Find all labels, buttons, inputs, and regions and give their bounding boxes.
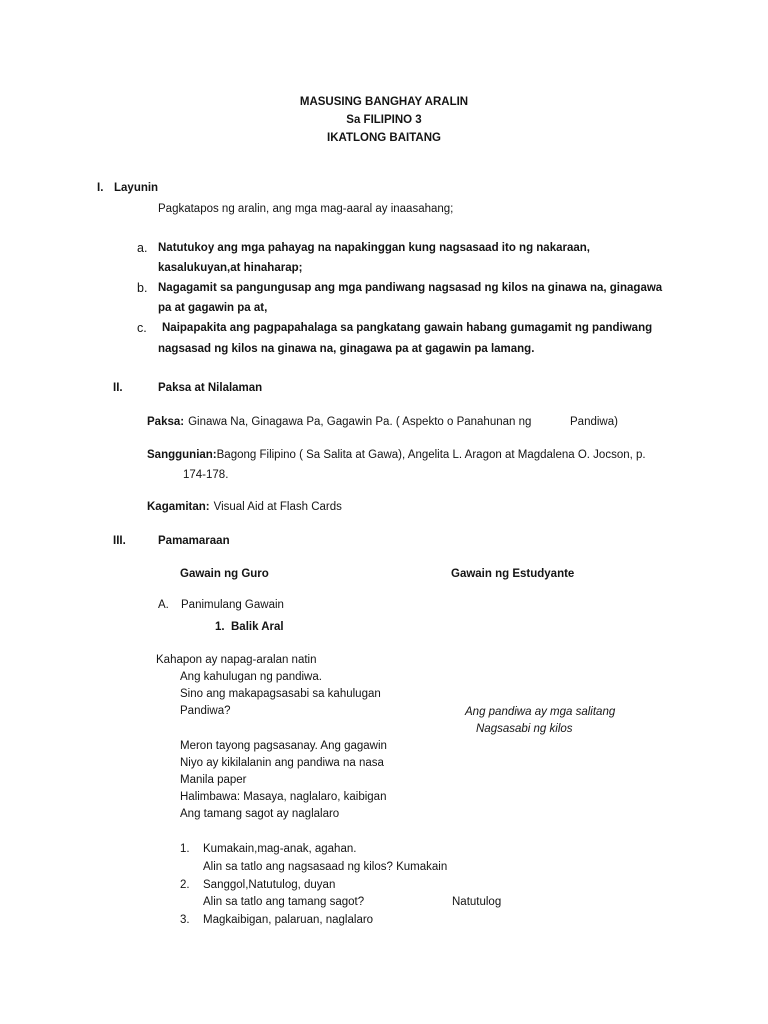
guro-line: Halimbawa: Masaya, naglalaro, kaibigan — [180, 791, 387, 803]
paksa-value: Ginawa Na, Ginagawa Pa, Gagawin Pa. ( Aspekto o Panahunan ng — [188, 416, 532, 428]
exercise-words: Sanggol,Natutulog, duyan — [203, 879, 336, 891]
objective-line: Natutukoy ang mga pahayag na napakinggan kung nagsasaad ito ng nakaraan, — [158, 242, 590, 254]
kagamitan-label: Kagamitan: — [147, 501, 210, 513]
objective-marker: c. — [137, 321, 147, 335]
exercise-words: Kumakain,mag-anak, agahan. — [203, 843, 357, 855]
part-marker: A. — [158, 599, 169, 611]
step-title: Balik Aral — [231, 621, 284, 633]
document-subject: Sa FILIPINO 3 — [346, 114, 422, 126]
column-header-estudyante: Gawain ng Estudyante — [451, 568, 575, 580]
estudyante-answer-line: Ang pandiwa ay mga salitang — [465, 706, 616, 718]
part-title: Panimulang Gawain — [181, 599, 284, 611]
exercise-marker: 1. — [180, 843, 190, 855]
document-grade: IKATLONG BAITANG — [327, 132, 441, 144]
sanggunian-label: Sanggunian: — [147, 449, 217, 461]
column-header-guro: Gawain ng Guro — [180, 568, 269, 580]
guro-line: Niyo ay kikilalanin ang pandiwa na nasa — [180, 757, 384, 769]
objective-marker: b. — [137, 281, 148, 295]
guro-line: Ang kahulugan ng pandiwa. — [180, 671, 322, 683]
guro-line: Pandiwa? — [180, 705, 231, 717]
paksa-value-end: Pandiwa) — [570, 416, 618, 428]
objective-marker: a. — [137, 241, 148, 255]
sanggunian-pages: 174-178. — [183, 469, 229, 481]
objective-line: Naipapakita ang pagpapahalaga sa pangkatang gawain habang gumagamit ng pandiwang — [162, 322, 653, 334]
exercise-marker: 3. — [180, 914, 190, 926]
estudyante-answer-line: Nagsasabi ng kilos — [476, 723, 573, 735]
section-number-3: III. — [113, 535, 126, 547]
section-number-2: II. — [113, 382, 123, 394]
step-marker: 1. — [215, 621, 225, 633]
exercise-question: Alin sa tatlo ang tamang sagot? — [203, 896, 365, 908]
guro-line: Sino ang makapagsasabi sa kahulugan — [180, 688, 381, 700]
kagamitan-row — [147, 500, 342, 514]
exercise-answer: Natutulog — [452, 896, 502, 908]
document-title: MASUSING BANGHAY ARALIN — [299, 96, 469, 108]
objective-line: kasalukuyan,at hinaharap; — [158, 262, 303, 274]
paksa-label: Paksa: — [147, 416, 185, 428]
kagamitan-value: Visual Aid at Flash Cards — [213, 501, 342, 513]
section-number-1: I. — [97, 182, 104, 194]
guro-line: Ang tamang sagot ay naglalaro — [180, 808, 340, 820]
sanggunian-value: Bagong Filipino ( Sa Salita at Gawa), Angelita L. Aragon at Magdalena O. Jocson, p. — [216, 449, 646, 461]
objective-line: pa at gagawin pa at, — [158, 302, 268, 314]
section-title-paksa: Paksa at Nilalaman — [158, 382, 263, 394]
sanggunian-row — [147, 448, 646, 462]
guro-line: Kahapon ay napag-aralan natin — [156, 654, 317, 666]
objective-line: nagsasad ng kilos na ginawa na, ginagawa pa at gagawin pa lamang. — [158, 343, 535, 355]
objective-line: Nagagamit sa pangungusap ang mga pandiwang nagsasad ng kilos na ginawa na, ginagawa — [158, 282, 663, 294]
exercise-words: Magkaibigan, palaruan, naglalaro — [203, 914, 374, 926]
section-title-pamamaraan: Pamamaraan — [158, 535, 230, 547]
exercise-marker: 2. — [180, 879, 190, 891]
guro-line: Meron tayong pagsasanay. Ang gagawin — [180, 740, 387, 752]
section-title-layunin: Layunin — [114, 182, 159, 194]
guro-line: Manila paper — [180, 774, 247, 786]
exercise-question: Alin sa tatlo ang nagsasaad ng kilos? Kumakain — [203, 861, 448, 873]
layunin-intro: Pagkatapos ng aralin, ang mga mag-aaral ay inaasahang; — [158, 203, 454, 215]
paksa-row — [147, 415, 531, 429]
